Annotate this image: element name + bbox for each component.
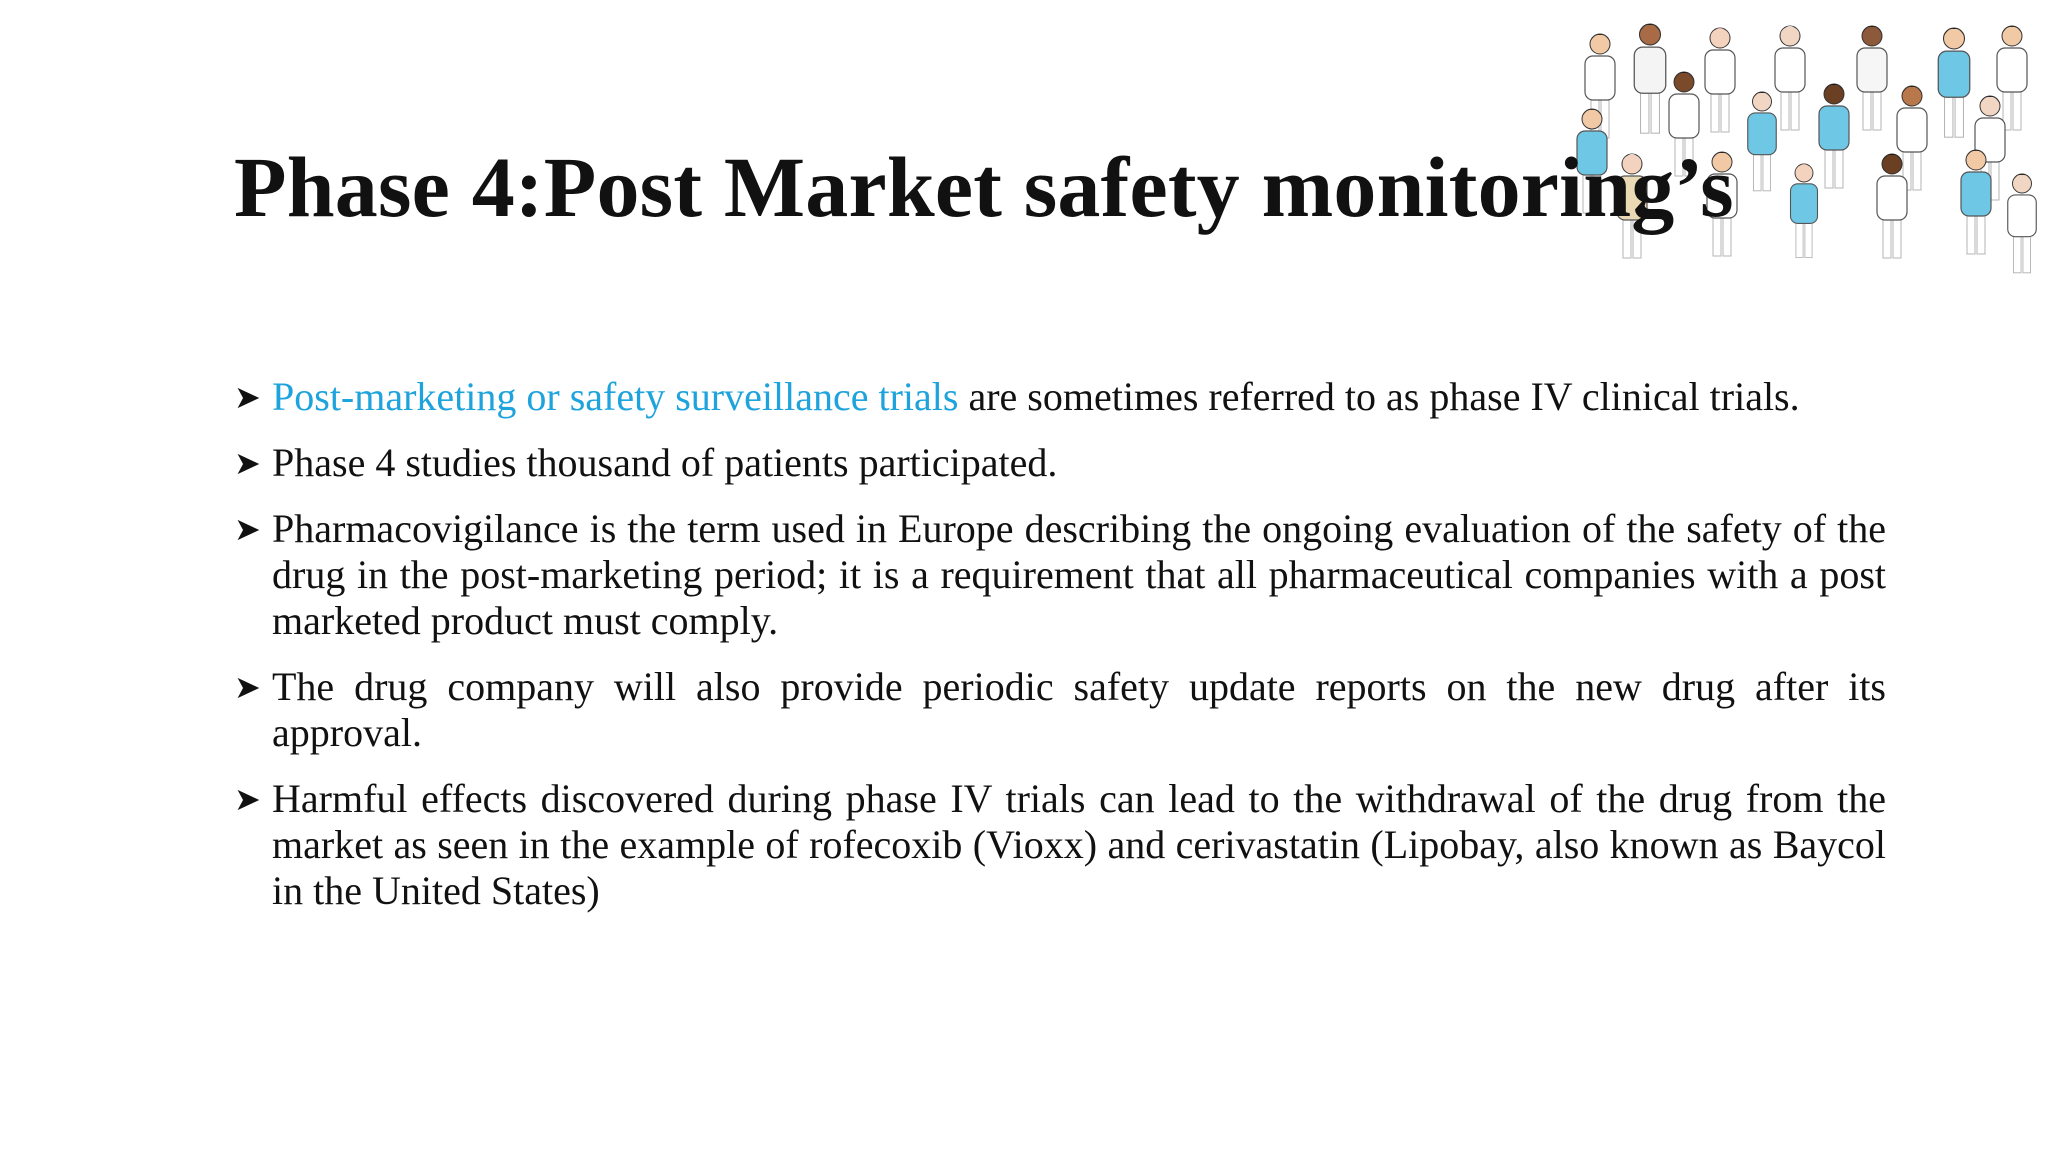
bullet-text: The drug company will also provide periodic safety update reports on the new drug after its approval. — [272, 664, 1886, 755]
arrowhead-bullet-icon: ➤ — [234, 780, 261, 818]
bullet-item — [234, 374, 1886, 420]
bullet-text: Phase 4 studies thousand of patients participated. — [272, 440, 1058, 485]
arrowhead-bullet-icon: ➤ — [234, 444, 261, 482]
arrowhead-bullet-icon: ➤ — [234, 378, 261, 416]
bullet-text: Pharmacovigilance is the term used in Europe describing the ongoing evaluation of the safety of the drug in the post-marketing period; it is a requirement that all pharmaceutical companies with a post marketed product must comply. — [272, 506, 1886, 643]
bullet-list — [234, 374, 1886, 934]
bullet-text: Harmful effects discovered during phase IV trials can lead to the withdrawal of the drug from the market as seen in the example of rofecoxib (Vioxx) and cerivastatin (Lipobay, also known as Baycol in the United States) — [272, 776, 1886, 913]
bullet-item — [234, 776, 1886, 914]
arrowhead-bullet-icon: ➤ — [234, 668, 261, 706]
bullet-item — [234, 506, 1886, 644]
bullet-highlight-text: Post-marketing or safety surveillance trials — [272, 374, 959, 419]
bullet-item — [234, 664, 1886, 756]
slide-title: Phase 4:Post Market safety monitoring’s — [234, 139, 1734, 235]
bullet-text: are sometimes referred to as phase IV clinical trials. — [958, 374, 1800, 419]
bullet-item — [234, 440, 1886, 486]
arrowhead-bullet-icon: ➤ — [234, 510, 261, 548]
